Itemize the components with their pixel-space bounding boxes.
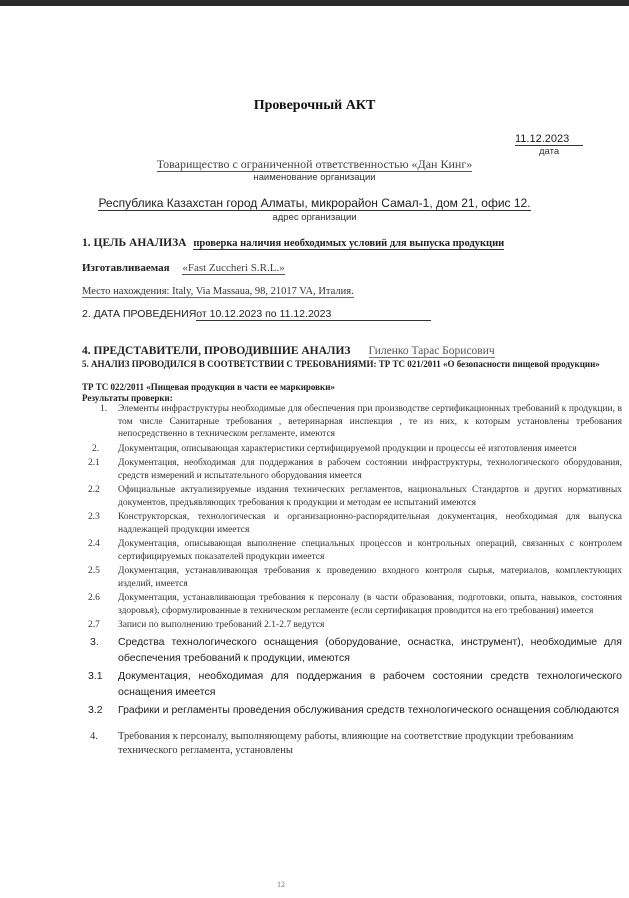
date-caption: дата — [539, 146, 560, 157]
location — [82, 286, 354, 297]
item-text: Документация, необходимая для поддержания в рабочем состоянии средств технологического оснащения имеется — [118, 669, 622, 698]
item-number: 4. — [90, 730, 98, 742]
item-text: Документация, устанавливающая требования к проведению входного контроля сырья, материалов, комплектующих изделий, имеется — [118, 566, 622, 589]
item-number: 3.1 — [88, 669, 103, 682]
section-2 — [82, 308, 431, 320]
item-text: Документация, устанавливающая требования к персоналу (в части образования, подготовки, опыта, навыков, состояния здоровья), сформулированные в техническом регламенте (если сертификация проводится на его требования) имеется — [118, 593, 622, 616]
item-text: Элементы инфраструктуры необходимые для обеспечения при производстве сертификационных требований к продукции, в том числе Санитарные требования , ветеринарная инспекция , те из них, к которым установлены требования непосредственно в техническом регламенте, имеются — [118, 404, 622, 439]
item-number: 2.4 — [88, 539, 100, 549]
list-item — [90, 634, 622, 666]
manufacturer-value: «Fast Zuccheri S.R.L.» — [182, 262, 285, 274]
top-bar — [0, 0, 629, 6]
item-number: 2.5 — [88, 566, 100, 576]
manufacturer-label: Изготавливаемая — [82, 262, 170, 274]
item-text: Конструкторская, технологическая и организационно-распорядительная документация, необходимая для выпуска надлежащей продукции имеется — [118, 512, 622, 535]
location-value: Место нахождения: Italy, Via Massaua, 98, 21017 VA, Италия. — [82, 286, 354, 297]
organization-caption: наименование организации — [253, 172, 376, 183]
item-text: Документация, описывающая характеристики сертифицируемой продукции и процессы её изготовления имеется — [118, 443, 577, 454]
item-number: 2. — [92, 443, 100, 454]
list-item — [88, 592, 622, 617]
item-text: Записи по выполнению требований 2.1-2.7 ведутся — [118, 620, 325, 630]
item-number: 2.1 — [88, 458, 100, 468]
item-text: Документация, необходимая для поддержания в рабочем состоянии инфраструктуры, технологического оборудования, средств измерений и испытательного оборудования имеется — [118, 458, 622, 481]
item-number: 2.7 — [88, 620, 100, 630]
section-1-label: 1. ЦЕЛЬ АНАЛИЗА — [82, 237, 187, 249]
organization-address — [0, 196, 629, 210]
item-text: Документация, описывающая выполнение специальных процессов и контрольных операций, связанных с контролем сертифицируемых показателей продукции имеется — [118, 539, 622, 562]
section-2-label: 2. ДАТА ПРОВЕДЕНИЯ — [82, 308, 197, 320]
item-number: 2.2 — [88, 485, 100, 495]
page-title: Проверочный АКТ — [253, 98, 376, 113]
section-4-label: 4. ПРЕДСТАВИТЕЛИ, ПРОВОДИВШИЕ АНАЛИЗ — [82, 345, 351, 357]
list-item — [88, 484, 622, 509]
list-item — [92, 403, 622, 441]
section-1 — [82, 237, 504, 249]
section-4-value: Гиленко Тарас Борисович — [368, 345, 495, 357]
section-5-line-2: ТР ТС 022/2011 «Пищевая продукция в части ее маркировки» — [82, 382, 335, 392]
list-item — [88, 538, 622, 563]
list-item — [88, 565, 622, 590]
organization-name — [0, 157, 629, 172]
item-number: 3.2 — [88, 703, 103, 716]
document-date: 11.12.2023 — [515, 133, 583, 146]
results-label: Результаты проверки: — [82, 393, 173, 403]
address-value: Республика Казахстан город Алматы, микрорайон Самал-1, дом 21, офис 12. — [98, 196, 531, 210]
spacer — [82, 720, 622, 730]
list-item — [92, 443, 622, 456]
item-text: Графики и регламенты проведения обслуживания средств технологического оснащения соблюдаются — [118, 703, 620, 716]
manufacturer — [82, 262, 285, 274]
item-text: Требования к персоналу, выполняющему работы, влияющие на соответствие продукции требованиям технического регламента, установлены — [118, 730, 574, 756]
section-4 — [82, 345, 495, 357]
section-2-value: от 10.12.2023 по 11.12.2023 — [196, 308, 431, 321]
section-1-value: проверка наличия необходимых условий для выпуска продукции — [193, 238, 505, 249]
list-item — [88, 511, 622, 536]
section-5: 5. АНАЛИЗ ПРОВОДИЛСЯ В СООТВЕТСТВИИ С ТРЕБОВАНИЯМИ: ТР ТС 021/2011 «О безопасности пищевой продукции» — [82, 359, 600, 369]
item-number: 2.3 — [88, 512, 100, 522]
item-text: Средства технологического оснащения (оборудование, оснастка, инструмент), необходимые для обеспечения требований к продукции, имеются — [118, 635, 622, 664]
item-text: Официальные актуализируемые издания технических регламентов, национальных Стандартов и других нормативных документов, предъявляющих требования к продукции и методам ее испытаний имеются — [118, 485, 622, 508]
list-item — [88, 668, 622, 700]
list-item — [88, 457, 622, 482]
item-number: 3. — [90, 635, 99, 648]
item-number: 1. — [100, 404, 108, 414]
page-mark: 12 — [277, 880, 285, 889]
address-caption: адрес организации — [272, 212, 357, 223]
organization-value: Товарищество с ограниченной ответственностью «Дан Кинг» — [156, 157, 473, 171]
item-number: 2.6 — [88, 593, 100, 603]
list-item — [90, 730, 622, 758]
list-item — [88, 702, 622, 718]
results-list — [82, 403, 622, 760]
list-item — [88, 619, 622, 632]
